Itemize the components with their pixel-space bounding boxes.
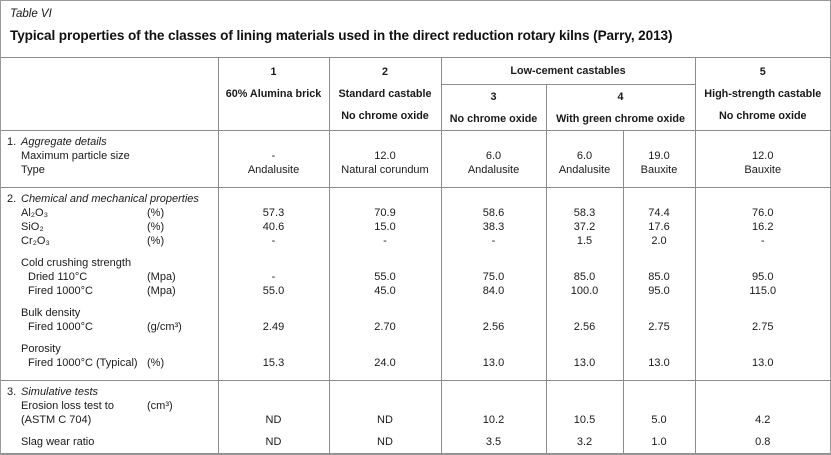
cell-value: 58.3 bbox=[546, 206, 623, 220]
column-name: Standard castable bbox=[338, 88, 432, 100]
cell-value bbox=[623, 381, 695, 400]
cell-value bbox=[546, 188, 623, 207]
row-unit: (%) bbox=[147, 221, 165, 233]
cell-value: Bauxite bbox=[623, 163, 695, 188]
cell-value: 2.75 bbox=[623, 320, 695, 334]
header-col-green-chrome-oxide bbox=[546, 85, 695, 131]
column-number: 2 bbox=[381, 66, 388, 78]
cell-value: Natural corundum bbox=[329, 163, 441, 188]
cell-value: 2.0 bbox=[623, 234, 695, 248]
table-row bbox=[1, 298, 830, 320]
column-number: 1 bbox=[270, 66, 277, 78]
cell-value: 58.6 bbox=[441, 206, 546, 220]
cell-value: 76.0 bbox=[695, 206, 830, 220]
cell-value bbox=[695, 298, 830, 320]
column-name: 60% Alumina brick bbox=[225, 88, 322, 100]
row-label-text: Chemical and mechanical properties bbox=[21, 193, 199, 205]
row-label-text: Al₂O₃ bbox=[21, 207, 49, 219]
cell-value: 13.0 bbox=[623, 356, 695, 381]
table-row bbox=[1, 131, 830, 150]
cell-value: Bauxite bbox=[695, 163, 830, 188]
cell-value bbox=[441, 131, 546, 150]
row-label bbox=[1, 298, 218, 320]
cell-value bbox=[218, 131, 329, 150]
cell-value: 15.0 bbox=[329, 220, 441, 234]
header-group-low-cement-castables: Low-cement castables bbox=[441, 58, 695, 85]
column-number: 5 bbox=[759, 66, 766, 78]
cell-value: 4.2 bbox=[695, 413, 830, 427]
cell-value bbox=[218, 399, 329, 413]
cell-value bbox=[441, 381, 546, 400]
cell-value: 2.49 bbox=[218, 320, 329, 334]
cell-value: - bbox=[218, 234, 329, 248]
row-label-text: Erosion loss test to bbox=[21, 400, 114, 412]
row-label bbox=[1, 188, 218, 207]
row-label bbox=[1, 334, 218, 356]
cell-value bbox=[329, 381, 441, 400]
table-number: Table VI bbox=[10, 8, 52, 20]
row-unit: (%) bbox=[147, 207, 165, 219]
cell-value bbox=[441, 334, 546, 356]
cell-value bbox=[329, 399, 441, 413]
row-label bbox=[1, 149, 218, 163]
cell-value bbox=[695, 334, 830, 356]
row-label bbox=[1, 320, 218, 334]
table-row bbox=[1, 427, 830, 454]
cell-value: 0.8 bbox=[695, 427, 830, 454]
table-row bbox=[1, 234, 830, 248]
row-label bbox=[1, 381, 218, 400]
cell-value bbox=[546, 381, 623, 400]
cell-value: 40.6 bbox=[218, 220, 329, 234]
column-subtitle bbox=[219, 105, 329, 127]
table-caption bbox=[1, 1, 830, 57]
cell-value: 12.0 bbox=[329, 149, 441, 163]
table-row bbox=[1, 220, 830, 234]
row-label-text: Fired 1000°C (Typical) bbox=[28, 357, 138, 369]
cell-value bbox=[695, 248, 830, 270]
cell-value: 6.0 bbox=[546, 149, 623, 163]
cell-value bbox=[441, 188, 546, 207]
table-body bbox=[1, 131, 830, 455]
row-label-text: Maximum particle size bbox=[21, 150, 130, 162]
cell-value bbox=[329, 188, 441, 207]
cell-value: 38.3 bbox=[441, 220, 546, 234]
table-row bbox=[1, 188, 830, 207]
column-name: High-strength castable bbox=[704, 88, 822, 100]
row-label bbox=[1, 163, 218, 188]
row-label-text: (ASTM C 704) bbox=[21, 414, 92, 426]
row-label-text: Bulk density bbox=[21, 307, 81, 319]
cell-value: 13.0 bbox=[546, 356, 623, 381]
cell-value: 55.0 bbox=[329, 270, 441, 284]
cell-value: 16.2 bbox=[695, 220, 830, 234]
table-row bbox=[1, 381, 830, 400]
header-blank-cell bbox=[1, 58, 218, 131]
cell-value: 55.0 bbox=[218, 284, 329, 298]
cell-value: 75.0 bbox=[441, 270, 546, 284]
cell-value bbox=[546, 399, 623, 413]
cell-value bbox=[623, 131, 695, 150]
cell-value: 3.5 bbox=[441, 427, 546, 454]
row-unit: (%) bbox=[147, 235, 165, 247]
header-col-alumina-brick bbox=[218, 58, 329, 131]
table-row bbox=[1, 334, 830, 356]
cell-value: 13.0 bbox=[441, 356, 546, 381]
row-label-text: SiO₂ bbox=[21, 221, 44, 233]
properties-table bbox=[1, 57, 830, 455]
header-col-no-chrome-oxide bbox=[441, 85, 546, 131]
cell-value: 1.0 bbox=[623, 427, 695, 454]
cell-value: ND bbox=[329, 413, 441, 427]
table-row bbox=[1, 356, 830, 381]
cell-value bbox=[441, 298, 546, 320]
cell-value: - bbox=[329, 234, 441, 248]
cell-value: 15.3 bbox=[218, 356, 329, 381]
table-row bbox=[1, 399, 830, 413]
column-number: 3 bbox=[490, 91, 497, 103]
row-label-text: Simulative tests bbox=[21, 386, 99, 398]
cell-value bbox=[623, 334, 695, 356]
cell-value bbox=[623, 399, 695, 413]
cell-value: ND bbox=[218, 413, 329, 427]
row-unit: (Mpa) bbox=[147, 271, 176, 283]
cell-value bbox=[695, 131, 830, 150]
row-label bbox=[1, 270, 218, 284]
column-subtitle: No chrome oxide bbox=[718, 110, 807, 122]
cell-value: 2.56 bbox=[546, 320, 623, 334]
cell-value: ND bbox=[218, 427, 329, 454]
cell-value bbox=[218, 188, 329, 207]
cell-value bbox=[329, 334, 441, 356]
row-label-text: Cr₂O₃ bbox=[21, 235, 50, 247]
row-label bbox=[1, 131, 218, 150]
cell-value bbox=[623, 248, 695, 270]
cell-value bbox=[695, 188, 830, 207]
cell-value: - bbox=[441, 234, 546, 248]
cell-value bbox=[441, 399, 546, 413]
cell-value: 24.0 bbox=[329, 356, 441, 381]
cell-value: 2.56 bbox=[441, 320, 546, 334]
column-subtitle: With green chrome oxide bbox=[556, 113, 685, 125]
cell-value: 5.0 bbox=[623, 413, 695, 427]
cell-value: 74.4 bbox=[623, 206, 695, 220]
row-label bbox=[1, 220, 218, 234]
row-unit: (%) bbox=[147, 357, 165, 369]
row-label-text: Cold crushing strength bbox=[21, 257, 132, 269]
header-col-high-strength-castable bbox=[695, 58, 830, 131]
column-subtitle: No chrome oxide bbox=[449, 113, 538, 125]
cell-value: 3.2 bbox=[546, 427, 623, 454]
table-title: Typical properties of the classes of lining materials used in the direct reduction rotary kilns (Parry, 2013) bbox=[10, 28, 673, 43]
cell-value: Andalusite bbox=[546, 163, 623, 188]
row-label bbox=[1, 427, 218, 454]
cell-value bbox=[546, 298, 623, 320]
table-row bbox=[1, 270, 830, 284]
cell-value: 12.0 bbox=[695, 149, 830, 163]
column-number: 4 bbox=[617, 91, 624, 103]
cell-value bbox=[329, 298, 441, 320]
row-label-text: Fired 1000°C bbox=[28, 285, 93, 297]
cell-value: 115.0 bbox=[695, 284, 830, 298]
row-label-text: Aggregate details bbox=[21, 136, 107, 148]
cell-value bbox=[695, 399, 830, 413]
cell-value: 17.6 bbox=[623, 220, 695, 234]
cell-value: 10.5 bbox=[546, 413, 623, 427]
cell-value: 1.5 bbox=[546, 234, 623, 248]
cell-value: ND bbox=[329, 427, 441, 454]
table-row bbox=[1, 413, 830, 427]
cell-value: 19.0 bbox=[623, 149, 695, 163]
cell-value: 84.0 bbox=[441, 284, 546, 298]
table-row bbox=[1, 149, 830, 163]
section-number: 2. bbox=[7, 193, 17, 205]
cell-value bbox=[218, 248, 329, 270]
table-header bbox=[1, 58, 830, 131]
row-label bbox=[1, 234, 218, 248]
row-label bbox=[1, 248, 218, 270]
section-number: 1. bbox=[7, 136, 17, 148]
cell-value: 2.75 bbox=[695, 320, 830, 334]
table-row bbox=[1, 284, 830, 298]
cell-value bbox=[218, 334, 329, 356]
cell-value bbox=[623, 298, 695, 320]
cell-value: 85.0 bbox=[623, 270, 695, 284]
cell-value bbox=[546, 131, 623, 150]
cell-value bbox=[546, 248, 623, 270]
row-label-text: Type bbox=[21, 164, 45, 176]
cell-value: 2.70 bbox=[329, 320, 441, 334]
cell-value: 13.0 bbox=[695, 356, 830, 381]
cell-value bbox=[695, 381, 830, 400]
cell-value: 95.0 bbox=[623, 284, 695, 298]
row-label bbox=[1, 399, 218, 413]
table-row bbox=[1, 206, 830, 220]
cell-value bbox=[218, 298, 329, 320]
cell-value: 37.2 bbox=[546, 220, 623, 234]
row-label-text: Dried 110°C bbox=[28, 271, 88, 283]
cell-value: Andalusite bbox=[441, 163, 546, 188]
cell-value: - bbox=[218, 270, 329, 284]
cell-value bbox=[546, 334, 623, 356]
cell-value: 45.0 bbox=[329, 284, 441, 298]
row-label bbox=[1, 284, 218, 298]
row-unit: (Mpa) bbox=[147, 285, 176, 297]
row-label-text: Fired 1000°C bbox=[28, 321, 93, 333]
table-row bbox=[1, 163, 830, 188]
cell-value: 85.0 bbox=[546, 270, 623, 284]
cell-value bbox=[218, 381, 329, 400]
cell-value: 70.9 bbox=[329, 206, 441, 220]
cell-value bbox=[623, 188, 695, 207]
row-label bbox=[1, 206, 218, 220]
cell-value bbox=[329, 131, 441, 150]
row-unit: (g/cm³) bbox=[147, 321, 182, 333]
table-row bbox=[1, 320, 830, 334]
cell-value: - bbox=[695, 234, 830, 248]
table-row bbox=[1, 248, 830, 270]
cell-value bbox=[441, 248, 546, 270]
row-label-text: Porosity bbox=[21, 343, 61, 355]
cell-value: 100.0 bbox=[546, 284, 623, 298]
cell-value: - bbox=[218, 149, 329, 163]
header-col-standard-castable bbox=[329, 58, 441, 131]
cell-value: 6.0 bbox=[441, 149, 546, 163]
section-number: 3. bbox=[7, 386, 17, 398]
row-label bbox=[1, 413, 218, 427]
cell-value: Andalusite bbox=[218, 163, 329, 188]
row-label bbox=[1, 356, 218, 381]
cell-value: 57.3 bbox=[218, 206, 329, 220]
row-unit: (cm³) bbox=[147, 400, 173, 412]
cell-value bbox=[329, 248, 441, 270]
cell-value: 10.2 bbox=[441, 413, 546, 427]
cell-value: 95.0 bbox=[695, 270, 830, 284]
row-label-text: Slag wear ratio bbox=[21, 436, 95, 448]
column-subtitle: No chrome oxide bbox=[341, 110, 429, 122]
